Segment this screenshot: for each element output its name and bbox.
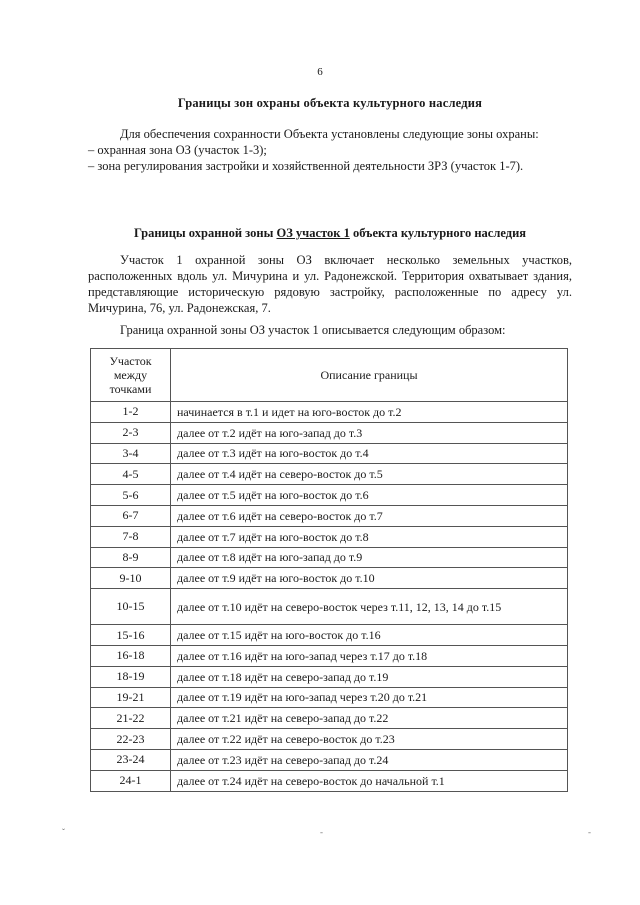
segment-cell: 8-9 [91,547,171,568]
table-row [91,770,568,791]
table-row [91,687,568,708]
table-row [91,402,568,423]
boundary-table [90,348,568,792]
scan-mark-left: ˇ [62,827,65,837]
table-row [91,505,568,526]
description-cell: далее от т.6 идёт на северо-восток до т.7 [171,505,568,526]
table-row [91,568,568,589]
intro-line: Для обеспечения сохранности Объекта установлены следующие зоны охраны: [120,127,539,141]
boundary-intro: Граница охранной зоны ОЗ участок 1 описывается следующим образом: [120,323,506,337]
table-row [91,645,568,666]
table-header-row [91,349,568,402]
intro-item-zrz: – зона регулирования застройки и хозяйственной деятельности ЗРЗ (участок 1-7). [88,159,524,173]
segment-cell: 10-15 [91,589,171,625]
table-row [91,589,568,625]
page-number: 6 [317,66,323,78]
table-row [91,666,568,687]
segment-cell: 9-10 [91,568,171,589]
segment-cell: 6-7 [91,505,171,526]
description-cell: далее от т.7 идёт на юго-восток до т.8 [171,526,568,547]
segment-cell: 24-1 [91,770,171,791]
segment-cell: 23-24 [91,749,171,770]
description-cell: начинается в т.1 и идет на юго-восток до т.2 [171,402,568,423]
table-body [91,402,568,792]
description-cell: далее от т.16 идёт на юго-запад через т.17 до т.18 [171,645,568,666]
description-cell: далее от т.23 идёт на северо-запад до т.24 [171,749,568,770]
table-row [91,464,568,485]
header-segment: Участок между точками [91,349,171,402]
heading-zones: Границы зон охраны объекта культурного наследия [177,96,483,110]
segment-cell: 16-18 [91,645,171,666]
description-cell: далее от т.3 идёт на юго-восток до т.4 [171,443,568,464]
table-row [91,749,568,770]
description-cell: далее от т.15 идёт на юго-восток до т.16 [171,625,568,646]
segment-cell: 2-3 [91,422,171,443]
table-row [91,485,568,506]
segment-cell: 3-4 [91,443,171,464]
table-row [91,547,568,568]
heading-oz-underlined: ОЗ участок 1 [276,226,350,240]
segment-cell: 21-22 [91,708,171,729]
description-cell: далее от т.5 идёт на юго-восток до т.6 [171,485,568,506]
table-row [91,729,568,750]
description-cell: далее от т.9 идёт на юго-восток до т.10 [171,568,568,589]
intro-item-oz: – охранная зона ОЗ (участок 1-3); [88,143,267,157]
description-cell: далее от т.4 идёт на северо-восток до т.5 [171,464,568,485]
scan-mark-right: - [588,827,591,837]
description-text: Участок 1 охранной зоны ОЗ включает несколько земельных участков, расположенных вдоль ул. Мичурина и ул. Радонежской. Территория охватывает здания, представляющие историческую рядовую застройку, расположенные по адресу ул. Мичурина, 76, ул. Радонежская, 7. [88,253,572,315]
header-description: Описание границы [171,349,568,402]
description-cell: далее от т.10 идёт на северо-восток через т.11, 12, 13, 14 до т.15 [171,589,568,625]
scan-mark-center: - [320,827,323,837]
description-cell: далее от т.19 идёт на юго-запад через т.20 до т.21 [171,687,568,708]
description-cell: далее от т.8 идёт на юго-запад до т.9 [171,547,568,568]
table-row [91,625,568,646]
table-row [91,526,568,547]
description-cell: далее от т.24 идёт на северо-восток до начальной т.1 [171,770,568,791]
description-cell: далее от т.2 идёт на юго-запад до т.3 [171,422,568,443]
segment-cell: 15-16 [91,625,171,646]
table-row [91,708,568,729]
segment-cell: 4-5 [91,464,171,485]
description-cell: далее от т.22 идёт на северо-восток до т.23 [171,729,568,750]
segment-cell: 18-19 [91,666,171,687]
heading-oz-after: объекта культурного наследия [349,226,527,240]
table-row [91,422,568,443]
description-cell: далее от т.18 идёт на северо-запад до т.19 [171,666,568,687]
segment-cell: 22-23 [91,729,171,750]
segment-cell: 19-21 [91,687,171,708]
description-paragraph [88,252,572,316]
table-row [91,443,568,464]
segment-cell: 1-2 [91,402,171,423]
segment-cell: 7-8 [91,526,171,547]
heading-oz-before: Границы охранной зоны [133,226,277,240]
segment-cell: 5-6 [91,485,171,506]
heading-oz-section [90,226,570,241]
description-cell: далее от т.21 идёт на северо-запад до т.22 [171,708,568,729]
intro-paragraph [88,126,572,174]
